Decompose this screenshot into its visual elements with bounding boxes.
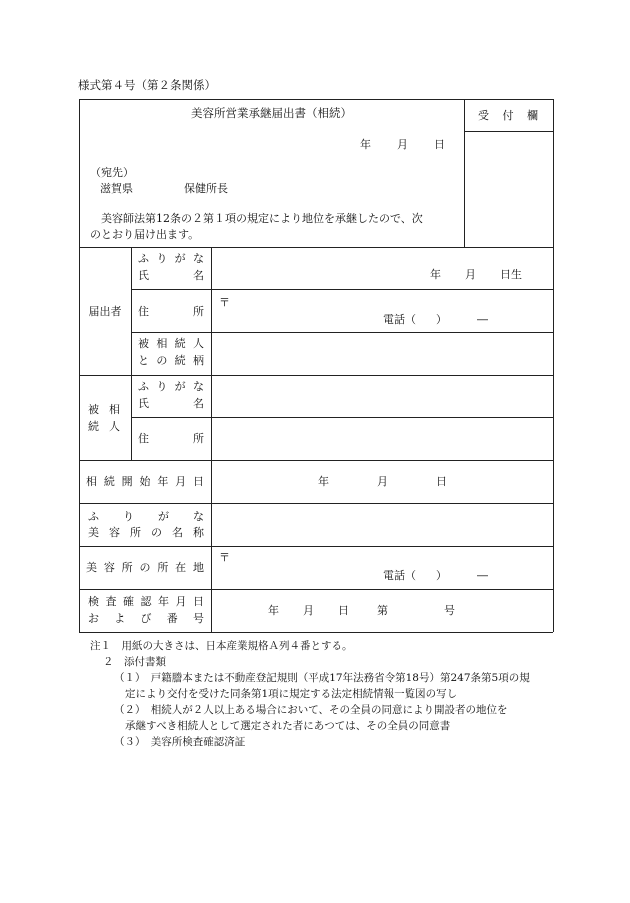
inspection-label-line1: 検 査 確 認 年 月 日 [88,595,204,608]
attachment-3: （３） 美容所検査確認済証 [114,736,246,748]
notifier-group-label: 届出者 [88,305,122,318]
inspection-label-line2: お よ び 番 号 [88,612,204,625]
decedent-furigana-label: ふ り が な [138,380,204,393]
inheritance-start-label: 相 続 開 始 年 月 日 [86,475,204,488]
salon-furigana-label: ふ り が な [88,510,204,523]
salon-phone: 電話（ ） ― [383,569,488,582]
notifier-birthdate: 年 月 日生 [430,268,522,281]
decedent-group-label-line2: 続 人 [88,420,120,433]
salon-name-label: 美 容 所 の 名 称 [88,526,204,539]
submission-date: 年 月 日 [360,138,445,151]
inheritance-start-date: 年 月 日 [318,475,447,488]
declaration-line1: 美容師法第12条の２第１項の規定により地位を承継したので、次 [101,212,423,225]
addressee-office: 保健所長 [184,182,228,195]
notifier-furigana-label: ふ り が な [138,252,204,265]
relation-label-line1: 被 相 続 人 [138,337,204,350]
receipt-label: 受 付 欄 [478,109,538,122]
form-title: 美容所営業承継届出書（相続） [191,106,352,120]
form-number: 様式第４号（第２条関係） [78,78,216,92]
salon-postal-mark: 〒 [219,551,230,564]
relation-label-line2: と の 続 柄 [138,354,204,367]
notifier-name-label: 氏 名 [138,269,204,282]
attachment-1-line2: 定により交付を受けた同条第1項に規定する法定相続情報一覧図の写し [125,688,458,700]
declaration-line2: のとおり届け出ます。 [90,228,200,241]
salon-location-label: 美 容 所 の 所 在 地 [86,561,204,574]
decedent-name-label: 氏 名 [138,397,204,410]
notifier-postal-mark: 〒 [219,296,230,309]
notifier-address-label: 住 所 [138,305,204,318]
note-2: ２ 添付書類 [103,656,166,668]
inspection-date-number: 年 月 日 第 号 [268,604,455,617]
decedent-group-label-line1: 被 相 [88,403,120,416]
attachment-1-line1: （１） 戸籍謄本または不動産登記規則（平成17年法務省令第18号）第247条第5項の規 [114,672,530,684]
addressee-heading: （宛先） [90,166,134,179]
attachment-2-line1: （２） 相続人が２人以上ある場合において、その全員の同意により開設者の地位を [114,704,508,716]
notifier-phone: 電話（ ） ― [383,313,488,326]
decedent-address-label: 住 所 [138,432,204,445]
note-1: 注１ 用紙の大きさは、日本産業規格Ａ列４番とする。 [90,640,353,652]
addressee-pref: 滋賀県 [100,182,133,195]
attachment-2-line2: 承継すべき相続人として選定された者にあつては、その全員の同意書 [125,720,451,732]
